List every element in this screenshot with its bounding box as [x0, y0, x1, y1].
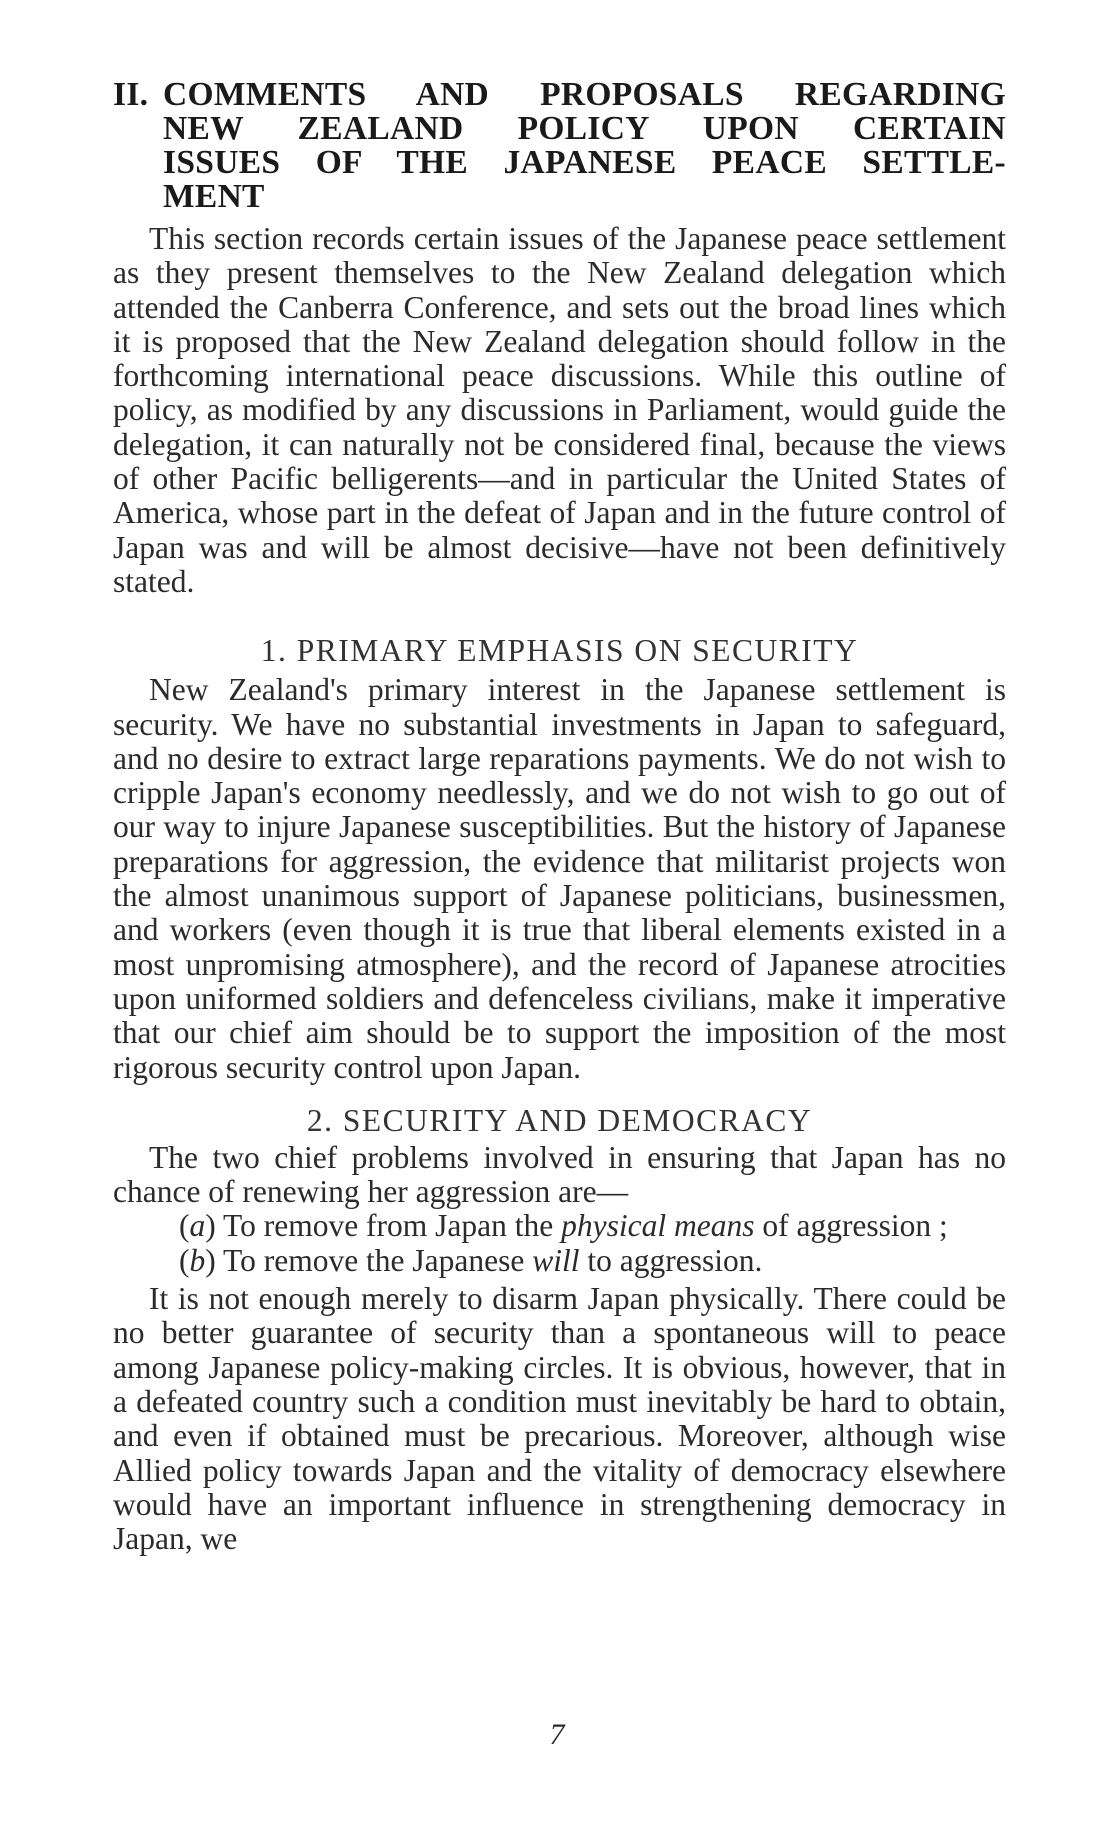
list-item: (a) To remove from Japan the physical means of aggression ; [179, 1208, 948, 1244]
emphasis-text: will [532, 1242, 580, 1278]
section-1-paragraph: New Zealand's primary interest in the Japanese settlement is security. We have no substantial investments in Japan to safeguard, and no desire to extract large reparations payments. We do not wish to cripple Japan's economy needlessly, and we do not wish to go out of our way to injure Japanese susceptibilities. But the history of Japanese preparations for aggression, the evidence that militarist projects won the almost unanimous support of Japanese politicians, businessmen, and workers (even though it is true that liberal elements existed in a most unpromising atmosphere), and the record of Japanese atrocities upon uniformed soldiers and defenceless civilians, make it imperative that our chief aim should be to support the imposition of the most rigorous security control upon Japan. [113, 672, 1006, 1085]
heading-line-2: NEW ZEALAND POLICY UPON CERTAIN [163, 110, 1006, 147]
list-item: (b) To remove the Japanese will to aggression. [179, 1242, 763, 1278]
main-heading [113, 78, 1006, 214]
intro-paragraph: This section records certain issues of the Japanese peace settlement as they present themselves to the New Zealand delegation which attended the Canberra Conference, and sets out the broad lines which it is proposed that the New Zealand delegation should follow in the forthcoming international peace discussions. While this outline of policy, as modified by any discussions in Parliament, would guide the delegation, it can naturally not be considered final, because the views of other Pacific belligerents—and in particular the United States of America, whose part in the defeat of Japan and in the future control of Japan was and will be almost decisive—have not been definitively stated. [113, 221, 1006, 599]
aims-list [113, 1209, 1006, 1278]
section-2-paragraph-1: The two chief problems involved in ensuring that Japan has no chance of renewing her aggression are— [113, 1139, 1006, 1210]
document-page [113, 78, 1006, 1556]
heading-number: II. [113, 76, 149, 113]
section-2-heading: 2. SECURITY AND DEMOCRACY [306, 1102, 813, 1138]
list-marker: (b) [179, 1242, 216, 1278]
emphasis-text: physical means [561, 1208, 755, 1244]
section-2-paragraph-2: It is not enough merely to disarm Japan physically. There could be no better guarantee of security than a spontaneous will to peace among Japanese policy-making circles. It is obvious, however, that in a defeated country such a condition must inevitably be hard to obtain, and even if obtained must be precarious. Moreover, although wise Allied policy towards Japan and the vitality of democracy elsewhere would have an important influence in strengthening democracy in Japan, we [113, 1281, 1006, 1557]
section-1-heading: 1. PRIMARY EMPHASIS ON SECURITY [260, 633, 859, 669]
heading-line-1 [113, 78, 1006, 112]
heading-line-1-text: COMMENTS AND PROPOSALS REGARDING [163, 76, 1006, 113]
heading-line-4: MENT [163, 178, 265, 215]
list-marker: (a) [179, 1208, 216, 1244]
heading-line-3: ISSUES OF THE JAPANESE PEACE SETTLE- [163, 144, 1006, 181]
page-number: 7 [549, 1718, 565, 1751]
